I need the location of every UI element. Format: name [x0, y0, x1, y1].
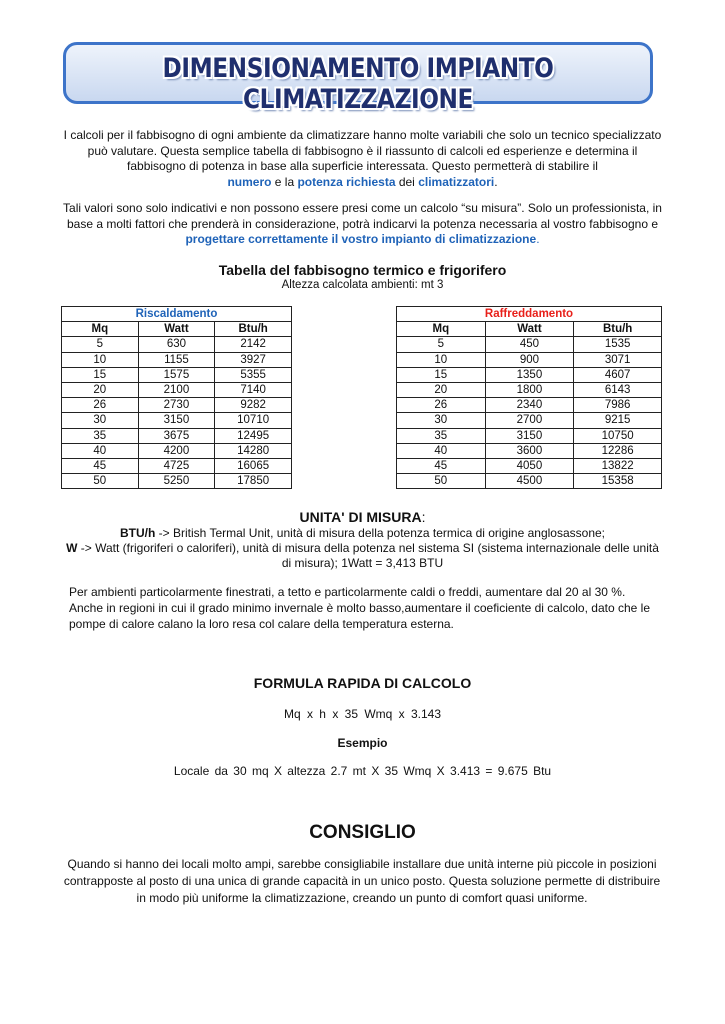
cooling-cell: 10750 — [574, 428, 662, 443]
intro-end-1: . — [494, 174, 498, 189]
heating-table-row — [62, 443, 292, 458]
cooling-cell: 2340 — [485, 398, 574, 413]
cooling-cell: 900 — [485, 352, 574, 367]
heating-cell: 17850 — [215, 474, 292, 489]
table-section-title: Tabella del fabbisogno termico e frigorifero — [218, 262, 507, 278]
heating-cell: 10710 — [215, 413, 292, 428]
heating-header-watt: Watt — [138, 322, 215, 337]
cooling-cell: 9215 — [574, 413, 662, 428]
cooling-table-row — [397, 458, 662, 473]
advice-text: Quando si hanno dei locali molto ampi, sarebbe consigliabile installare due unità interne più piccole in posizioni contrapposte al posto di una unica di grande capacità in un unico posto. Questa soluzione permette di distribuire in modo più uniforme la climatizzazione, creando un punto di comfort quasi uniforme. — [63, 857, 661, 905]
intro-end-2: . — [536, 232, 540, 246]
intro-connector-1: e la — [271, 174, 298, 189]
heating-header-mq: Mq — [62, 322, 139, 337]
intro-text-2: Tali valori sono solo indicativi e non possono essere presi come un calcolo “su misura”. Solo un professionista, in base a molti fattori che prenderà in considerazione, potrà indicarvi la potenza necessaria al vostro fabbisogno e — [63, 201, 662, 231]
cooling-cell: 15358 — [574, 474, 662, 489]
cooling-cell: 1535 — [574, 337, 662, 352]
cooling-cell: 4607 — [574, 367, 662, 382]
heating-cell: 9282 — [215, 398, 292, 413]
heating-cell: 5 — [62, 337, 139, 352]
heating-cell: 4200 — [138, 443, 215, 458]
cooling-caption: Raffreddamento — [397, 307, 662, 322]
intro-highlight-numero: numero — [227, 174, 272, 189]
units-title-colon: : — [421, 509, 426, 525]
cooling-cell: 50 — [397, 474, 486, 489]
units-description — [65, 526, 660, 571]
intro-text-1: I calcoli per il fabbisogno di ogni ambiente da climatizzare hanno molte variabili che solo un tecnico specializzato può valutare. Questa semplice tabella di fabbisogno è il riassunto di calcoli ed esperienze e determina il fabbisogno di potenza in base alla superficie interessata. Questo permetterà di stabilire il — [63, 128, 662, 173]
cooling-header-mq: Mq — [397, 322, 486, 337]
cooling-header-btu: Btu/h — [574, 322, 662, 337]
cooling-table-row — [397, 413, 662, 428]
heating-cell: 7140 — [215, 382, 292, 397]
cooling-cell: 1800 — [485, 382, 574, 397]
heating-cell: 40 — [62, 443, 139, 458]
btu-key: BTU/h — [120, 526, 156, 540]
units-title-text: UNITA' DI MISURA — [299, 509, 422, 525]
cooling-cell: 10 — [397, 352, 486, 367]
formula-title: FORMULA RAPIDA DI CALCOLO — [253, 675, 472, 691]
heating-table-row — [62, 458, 292, 473]
page-title: DIMENSIONAMENTO IMPIANTO CLIMATIZZAZIONE — [162, 53, 554, 115]
cooling-table-row — [397, 337, 662, 352]
heating-cell: 12495 — [215, 428, 292, 443]
heating-table-row — [62, 382, 292, 397]
cooling-table-row — [397, 352, 662, 367]
units-title — [0, 509, 725, 525]
cooling-cell: 15 — [397, 367, 486, 382]
cooling-cell: 5 — [397, 337, 486, 352]
cooling-cell: 12286 — [574, 443, 662, 458]
cooling-table-row — [397, 474, 662, 489]
heating-table-row — [62, 337, 292, 352]
heating-cell: 2142 — [215, 337, 292, 352]
heating-cell: 4725 — [138, 458, 215, 473]
cooling-header-watt: Watt — [485, 322, 574, 337]
heating-cell: 20 — [62, 382, 139, 397]
advice-title: CONSIGLIO — [309, 822, 416, 843]
watt-definition: -> Watt (frigoriferi o caloriferi), unità di misura della potenza nel sistema SI (sistema internazionale delle unità di misura); 1Watt = 3,413 BTU — [77, 541, 659, 570]
heating-cell: 5355 — [215, 367, 292, 382]
note-line-1: Per ambienti particolarmente finestrati, a tetto e particolarmente caldi o freddi, aumentare dal 20 al 30 %. — [69, 585, 626, 599]
heating-cell: 30 — [62, 413, 139, 428]
cooling-cell: 2700 — [485, 413, 574, 428]
heating-table-row — [62, 352, 292, 367]
cooling-table-row — [397, 428, 662, 443]
heating-cell: 50 — [62, 474, 139, 489]
heating-cell: 35 — [62, 428, 139, 443]
cooling-cell: 3600 — [485, 443, 574, 458]
intro-highlight-climatizzatori: climatizzatori — [418, 174, 495, 189]
heating-table-row — [62, 367, 292, 382]
cooling-table-row — [397, 367, 662, 382]
cooling-table-row — [397, 443, 662, 458]
heating-cell: 10 — [62, 352, 139, 367]
cooling-cell: 30 — [397, 413, 486, 428]
table-section-subtitle: Altezza calcolata ambienti: mt 3 — [281, 279, 444, 291]
cooling-cell: 13822 — [574, 458, 662, 473]
heating-cell: 3675 — [138, 428, 215, 443]
cooling-cell: 4050 — [485, 458, 574, 473]
heating-cell: 26 — [62, 398, 139, 413]
heating-cell: 1155 — [138, 352, 215, 367]
formula-text: Mq x h x 35 Wmq x 3.143 — [283, 707, 442, 721]
btu-definition: -> British Termal Unit, unità di misura della potenza termica di origine anglosassone; — [155, 526, 605, 540]
heating-table — [61, 306, 292, 489]
heating-header-btu: Btu/h — [215, 322, 292, 337]
heating-cell: 14280 — [215, 443, 292, 458]
intro-paragraph-1 — [60, 128, 665, 190]
heating-cell: 2100 — [138, 382, 215, 397]
heating-caption: Riscaldamento — [62, 307, 292, 322]
heating-cell: 3150 — [138, 413, 215, 428]
heating-cell: 16065 — [215, 458, 292, 473]
intro-connector-2: dei — [395, 174, 419, 189]
cooling-cell: 3150 — [485, 428, 574, 443]
cooling-cell: 40 — [397, 443, 486, 458]
note-line-2: Anche in regioni in cui il grado minimo invernale è molto basso,aumentare il coeficiente di calcolo, dato che le pompe di calore calano la loro resa col calare della temperatura esterna. — [69, 601, 650, 631]
cooling-cell: 7986 — [574, 398, 662, 413]
increase-note — [69, 584, 669, 632]
cooling-cell: 4500 — [485, 474, 574, 489]
cooling-table-row — [397, 382, 662, 397]
cooling-cell: 1350 — [485, 367, 574, 382]
heating-table-row — [62, 428, 292, 443]
cooling-cell: 45 — [397, 458, 486, 473]
heating-cell: 2730 — [138, 398, 215, 413]
example-title: Esempio — [337, 736, 388, 750]
cooling-cell: 450 — [485, 337, 574, 352]
example-text: Locale da 30 mq X altezza 2.7 mt X 35 Wmq X 3.413 = 9.675 Btu — [173, 764, 552, 778]
heating-table-row — [62, 474, 292, 489]
heating-cell: 630 — [138, 337, 215, 352]
cooling-cell: 20 — [397, 382, 486, 397]
watt-key: W — [66, 541, 78, 555]
heating-cell: 1575 — [138, 367, 215, 382]
cooling-cell: 3071 — [574, 352, 662, 367]
heating-cell: 45 — [62, 458, 139, 473]
cooling-cell: 26 — [397, 398, 486, 413]
heating-table-row — [62, 413, 292, 428]
heating-cell: 3927 — [215, 352, 292, 367]
cooling-cell: 6143 — [574, 382, 662, 397]
intro-highlight-progettare: progettare correttamente il vostro impianto di climatizzazione — [185, 232, 537, 246]
cooling-table-row — [397, 398, 662, 413]
heating-table-row — [62, 398, 292, 413]
intro-highlight-potenza: potenza richiesta — [297, 174, 396, 189]
intro-paragraph-2 — [60, 201, 665, 248]
heating-cell: 5250 — [138, 474, 215, 489]
heating-cell: 15 — [62, 367, 139, 382]
title-banner — [63, 42, 653, 115]
cooling-cell: 35 — [397, 428, 486, 443]
cooling-table — [396, 306, 662, 489]
